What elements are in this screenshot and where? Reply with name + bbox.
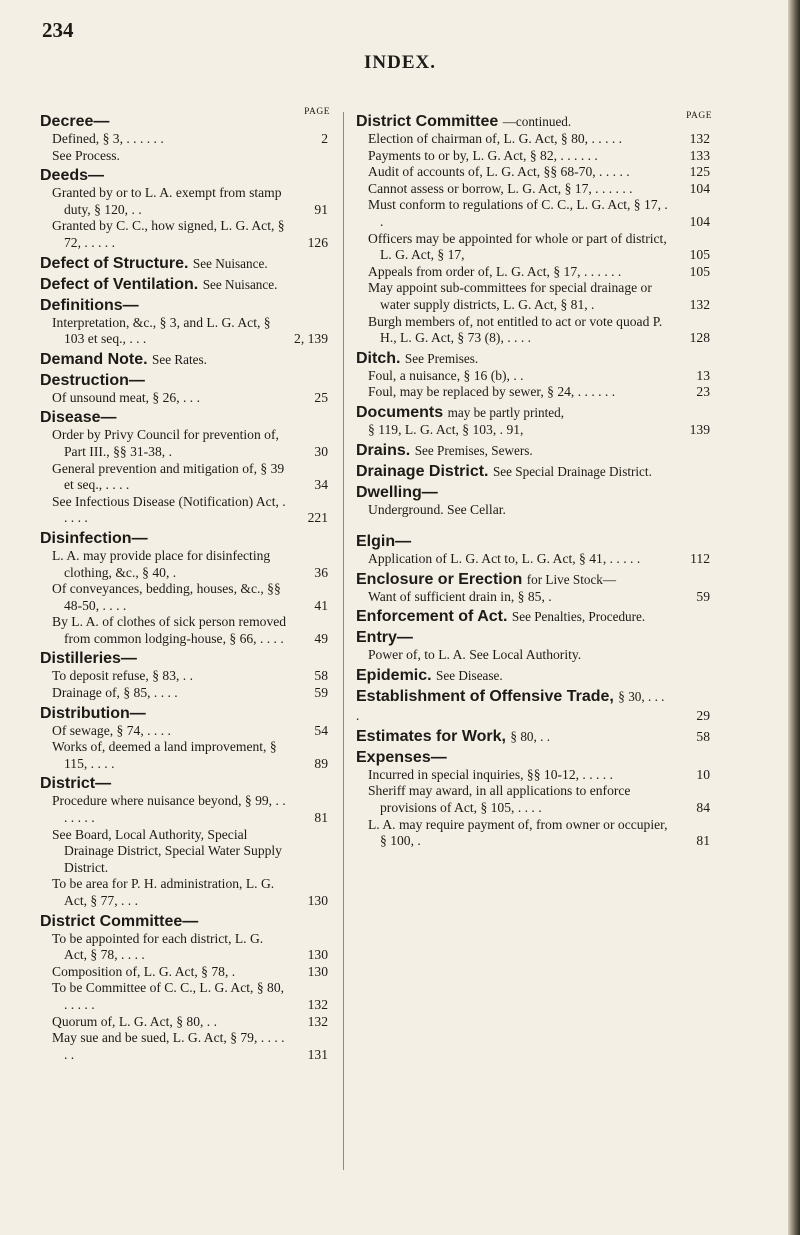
index-subentry <box>52 581 328 614</box>
index-heading <box>356 687 710 725</box>
heading-note: See Nuisance. <box>202 276 278 292</box>
index-subentry <box>368 147 710 165</box>
page-ref: 132 <box>689 296 710 312</box>
index-entry <box>40 350 330 369</box>
index-subentry <box>368 384 710 401</box>
index-subentry <box>368 551 710 568</box>
index-entry <box>40 408 330 527</box>
page-ref: 2 <box>321 131 328 146</box>
index-heading <box>40 704 330 723</box>
section-gap <box>356 518 712 530</box>
page-ref: 133 <box>689 147 710 163</box>
index-subentry <box>52 827 288 877</box>
page-ref: 104 <box>689 180 710 196</box>
index-subentry <box>52 389 328 407</box>
page-ref: 29 <box>696 707 710 723</box>
running-head: INDEX. <box>364 52 436 73</box>
index-heading <box>40 254 330 273</box>
subentry-text: Of unsound meat, § 26, . . . <box>52 389 201 405</box>
heading-note: See Penalties, Procedure. <box>511 609 646 625</box>
index-entry <box>356 112 712 347</box>
subentry-text: Sheriff may award, in all applications to enforce provisions of Act, § 105, . . . . <box>368 783 631 816</box>
page-ref: 130 <box>307 893 328 908</box>
page-ref: 132 <box>307 996 328 1012</box>
index-subentry <box>52 314 328 348</box>
subentry-text: Foul, a nuisance, § 16 (b), . . <box>368 367 524 383</box>
index-subentry <box>52 131 328 148</box>
page-ref: 104 <box>689 213 710 229</box>
subentry-text: L. A. may provide place for disinfecting clothing, &c., § 40, . <box>52 547 271 580</box>
subentry-text: Appeals from order of, L. G. Act, § 17, . . . . . . <box>368 263 622 279</box>
subentry-text: To be Committee of C. C., L. G. Act, § 80, . . . . . <box>52 980 285 1012</box>
subentry-text: Foul, may be replaced by sewer, § 24, . . . . . . <box>368 384 616 400</box>
heading-text: Disease— <box>40 409 117 427</box>
subentry-text: Power of, to L. A. See Local Authority. <box>368 647 582 663</box>
column-divider <box>343 112 344 1170</box>
index-entry <box>40 371 330 407</box>
page-ref: 130 <box>307 947 328 963</box>
page-ref: 105 <box>689 263 710 279</box>
index-entry <box>40 112 330 164</box>
subentry-text: Payments to or by, L. G. Act, § 82, . . . . . . <box>368 147 598 163</box>
page-ref: 2, 139 <box>294 331 328 347</box>
index-subentry <box>52 722 328 740</box>
index-heading <box>40 774 330 793</box>
index-subentry <box>368 280 710 313</box>
index-subentry <box>368 367 710 385</box>
heading-text: Epidemic. <box>356 666 432 684</box>
index-entry <box>356 727 712 746</box>
heading-note: See Disease. <box>436 667 503 683</box>
subentry-text: May sue and be sued, L. G. Act, § 79, . . . . . . <box>52 1030 285 1062</box>
page-ref: 132 <box>689 131 710 146</box>
index-heading <box>40 371 330 390</box>
index-column-left <box>40 107 330 1063</box>
heading-text: Decree— <box>40 113 110 130</box>
subentry-text: By L. A. of clothes of sick person removed from common lodging-house, § 66, . . . . <box>52 614 287 646</box>
index-subentry <box>368 164 710 181</box>
index-subentry <box>52 218 328 251</box>
subentry-text: General prevention and mitigation of, § 39 et seq., . . . . <box>52 460 285 493</box>
index-subentry <box>368 197 710 230</box>
index-subentry <box>52 547 328 581</box>
index-heading <box>40 408 330 427</box>
index-subentry <box>52 427 328 460</box>
index-entry <box>40 912 330 1064</box>
index-entry <box>356 462 712 481</box>
index-subentry <box>368 131 710 148</box>
page-ref: 125 <box>689 164 710 180</box>
heading-text: Enclosure or Erection <box>356 570 523 588</box>
subentry-text: Underground. See Cellar. <box>368 501 506 517</box>
index-subentry <box>52 1013 328 1031</box>
index-heading <box>356 628 712 647</box>
page-ref: 25 <box>314 389 328 405</box>
index-entry <box>356 403 712 439</box>
heading-text: Deeds— <box>40 167 105 185</box>
subentry-text: Audit of accounts of, L. G. Act, §§ 68-70, . . . . . <box>368 164 630 180</box>
index-subentry <box>52 685 328 702</box>
index-entry <box>40 774 330 909</box>
index-column-right <box>356 110 712 850</box>
index-entry <box>40 529 330 648</box>
index-subentry <box>52 980 328 1013</box>
index-heading <box>356 607 712 626</box>
heading-text: Defect of Ventilation. <box>40 275 199 293</box>
subentry-text: Must conform to regulations of C. C., L. G. Act, § 17, . . <box>368 197 668 229</box>
index-heading <box>40 166 330 185</box>
index-heading <box>40 275 330 294</box>
index-entry <box>356 607 712 626</box>
index-entry <box>356 628 712 664</box>
page-column-label: PAGE <box>686 111 712 121</box>
heading-text: Drainage District. <box>356 462 489 480</box>
index-subentry <box>368 766 710 784</box>
index-entry <box>356 349 712 401</box>
heading-text: Distribution— <box>40 704 146 722</box>
index-entry <box>356 748 712 850</box>
index-heading <box>356 532 712 551</box>
index-subentry <box>368 647 670 664</box>
heading-note: See Special Drainage District. <box>492 463 652 479</box>
page-ref: 58 <box>696 728 710 744</box>
page-ref: 49 <box>314 630 328 646</box>
index-heading <box>356 727 710 746</box>
subentry-text: Of conveyances, bedding, houses, &c., §§ 48-50, . . . . <box>52 581 281 613</box>
subentry-text: Of sewage, § 74, . . . . <box>52 722 171 738</box>
page-ref: 221 <box>307 510 328 526</box>
subentry-text: Granted by C. C., how signed, L. G. Act, § 72, . . . . . <box>52 218 285 250</box>
subentry-text: See Board, Local Authority, Special Drainage District, Special Water Supply District. <box>52 826 282 875</box>
subentry-text: To deposit refuse, § 83, . . <box>52 668 194 684</box>
page-ref: 10 <box>696 766 710 782</box>
index-heading <box>356 441 712 460</box>
page-ref: 59 <box>314 685 328 701</box>
subentry-text: Interpretation, &c., § 3, and L. G. Act, § 103 et seq., . . . <box>52 314 271 347</box>
index-subentry <box>368 588 710 606</box>
index-heading <box>356 748 712 767</box>
subentry-text: Cannot assess or borrow, L. G. Act, § 17, . . . . . . <box>368 180 633 196</box>
subentry-text: Burgh members of, not entitled to act or vote quoad P. H., L. G. Act, § 73 (8), . . . . <box>368 313 663 346</box>
subentry-text: See Process. <box>52 147 120 163</box>
index-entry <box>40 649 330 701</box>
page-ref: 112 <box>690 551 710 567</box>
index-subentry <box>52 793 328 826</box>
page-ref: 23 <box>696 384 710 400</box>
subentry-text: L. A. may require payment of, from owner or occupier, § 100, . <box>368 816 668 849</box>
heading-text: Disinfection— <box>40 529 148 547</box>
index-heading <box>356 462 712 481</box>
index-heading <box>40 649 330 668</box>
subentry-text: Defined, § 3, . . . . . . <box>52 131 164 146</box>
page-ref: 131 <box>307 1046 328 1062</box>
index-subentry <box>52 668 328 685</box>
page-ref: 34 <box>314 477 328 493</box>
subentry-text: May appoint sub-committees for special drainage or water supply districts, L. G. Act, § 81, . <box>368 280 652 312</box>
heading-text: Estimates for Work, <box>356 727 506 745</box>
page-ref: 139 <box>689 421 710 437</box>
index-subentry <box>52 1030 328 1063</box>
subentry-text: Officers may be appointed for whole or part of district, L. G. Act, § 17, <box>368 230 667 263</box>
page-ref: 59 <box>696 588 710 604</box>
index-subentry <box>52 460 328 494</box>
heading-text: Ditch. <box>356 349 401 367</box>
heading-text: Expenses— <box>356 748 447 766</box>
heading-text: Documents <box>356 403 444 421</box>
page-number: 234 <box>42 18 74 42</box>
index-entry <box>40 704 330 773</box>
heading-text: Dwelling— <box>356 483 438 501</box>
heading-text: Defect of Structure. <box>40 254 189 272</box>
index-entry <box>356 483 712 519</box>
index-subentry <box>368 816 710 850</box>
subentry-text: To be appointed for each district, L. G. Act, § 78, . . . . <box>52 930 264 963</box>
subentry-text: Quorum of, L. G. Act, § 80, . . <box>52 1013 217 1029</box>
index-heading <box>356 403 712 422</box>
index-subentry <box>368 421 710 439</box>
page-ref: 132 <box>307 1013 328 1029</box>
index-heading <box>40 529 330 548</box>
index-heading <box>356 483 712 502</box>
heading-text: Demand Note. <box>40 350 148 368</box>
heading-text: Drains. <box>356 441 411 459</box>
index-heading <box>40 912 330 931</box>
heading-text: Elgin— <box>356 533 412 551</box>
heading-text: Establishment of Offensive Trade, <box>356 687 614 705</box>
heading-note: See Premises. <box>404 350 479 366</box>
subentry-text: Works of, deemed a land improvement, § 115, . . . . <box>52 739 277 771</box>
index-entry <box>356 687 712 725</box>
page-ref: 13 <box>696 367 710 383</box>
page-ref: 54 <box>314 722 328 738</box>
heading-note: may be partly printed, <box>447 404 565 420</box>
index-heading <box>40 296 330 315</box>
index-subentry <box>52 148 288 165</box>
index-subentry <box>368 313 710 347</box>
page-ref: 130 <box>307 963 328 979</box>
index-heading <box>356 349 712 368</box>
page-ref: 81 <box>314 810 328 826</box>
heading-note: for Live Stock— <box>526 571 617 587</box>
subentry-text: Incurred in special inquiries, §§ 10-12, . . . . . <box>368 766 614 782</box>
index-subentry <box>368 263 710 281</box>
index-subentry <box>52 614 328 647</box>
page-ref: 128 <box>689 330 710 346</box>
page-ref: 91 <box>314 201 328 217</box>
heading-note: § 80, . . <box>510 728 550 744</box>
heading-text: Definitions— <box>40 296 139 314</box>
subentry-text: Granted by or to L. A. exempt from stamp duty, § 120, . . <box>52 185 282 217</box>
page-ref: 89 <box>314 755 328 771</box>
page-ref: 36 <box>314 564 328 580</box>
page-ref: 58 <box>314 668 328 684</box>
subentry-text: To be area for P. H. administration, L. G. Act, § 77, . . . <box>52 876 275 908</box>
index-heading <box>356 112 712 131</box>
page-ref: 126 <box>307 234 328 250</box>
page-ref: 41 <box>314 597 328 613</box>
index-subentry <box>368 180 710 198</box>
subentry-text: Composition of, L. G. Act, § 78, . <box>52 963 236 979</box>
subentry-text: Order by Privy Council for prevention of, Part III., §§ 31-38, . <box>52 427 279 459</box>
index-entry <box>40 254 330 273</box>
subentry-text: Election of chairman of, L. G. Act, § 80, . . . . . <box>368 131 623 146</box>
index-heading <box>356 570 712 589</box>
index-subentry <box>368 502 670 519</box>
index-entry <box>356 570 712 606</box>
index-subentry <box>52 876 328 909</box>
page-ref: 30 <box>314 443 328 459</box>
page-ref: 105 <box>689 247 710 263</box>
index-subentry <box>368 783 710 816</box>
heading-text: District Committee— <box>40 912 199 930</box>
heading-text: Distilleries— <box>40 650 137 668</box>
heading-note: See Rates. <box>152 351 207 367</box>
subentry-text: See Infectious Disease (Notification) Act, . . . . . <box>52 493 286 526</box>
book-edge <box>788 0 800 1235</box>
index-heading <box>356 666 712 685</box>
heading-note: § 30, . . . . <box>356 688 665 723</box>
page-ref: 81 <box>696 833 710 849</box>
page-ref: 84 <box>696 800 710 816</box>
index-heading <box>40 350 330 369</box>
subentry-text: § 119, L. G. Act, § 103, . 91, <box>368 421 524 437</box>
index-entry <box>40 296 330 348</box>
index-subentry <box>52 185 328 218</box>
subentry-text: Application of L. G. Act to, L. G. Act, § 41, . . . . . <box>368 551 641 567</box>
index-entry <box>356 666 712 685</box>
subentry-text: Want of sufficient drain in, § 85, . <box>368 588 552 604</box>
index-entry <box>356 441 712 460</box>
index-subentry <box>52 493 328 527</box>
index-subentry <box>52 739 328 772</box>
heading-note: See Premises, Sewers. <box>414 442 533 458</box>
index-entry <box>40 275 330 294</box>
heading-text: District Committee <box>356 113 499 130</box>
heading-text: Entry— <box>356 629 413 647</box>
index-subentry <box>52 963 328 981</box>
heading-note: —continued. <box>502 114 572 129</box>
index-subentry <box>52 930 328 964</box>
subentry-text: Drainage of, § 85, . . . . <box>52 685 178 701</box>
heading-note: See Nuisance. <box>192 255 268 271</box>
subentry-text: Procedure where nuisance beyond, § 99, . . . . . . . <box>52 793 286 826</box>
heading-text: District— <box>40 775 112 793</box>
index-entry <box>356 532 712 568</box>
index-subentry <box>368 230 710 264</box>
heading-text: Destruction— <box>40 371 145 389</box>
page-column-label: PAGE <box>304 107 330 117</box>
heading-text: Enforcement of Act. <box>356 608 508 626</box>
index-entry <box>40 166 330 251</box>
index-heading <box>40 112 330 131</box>
